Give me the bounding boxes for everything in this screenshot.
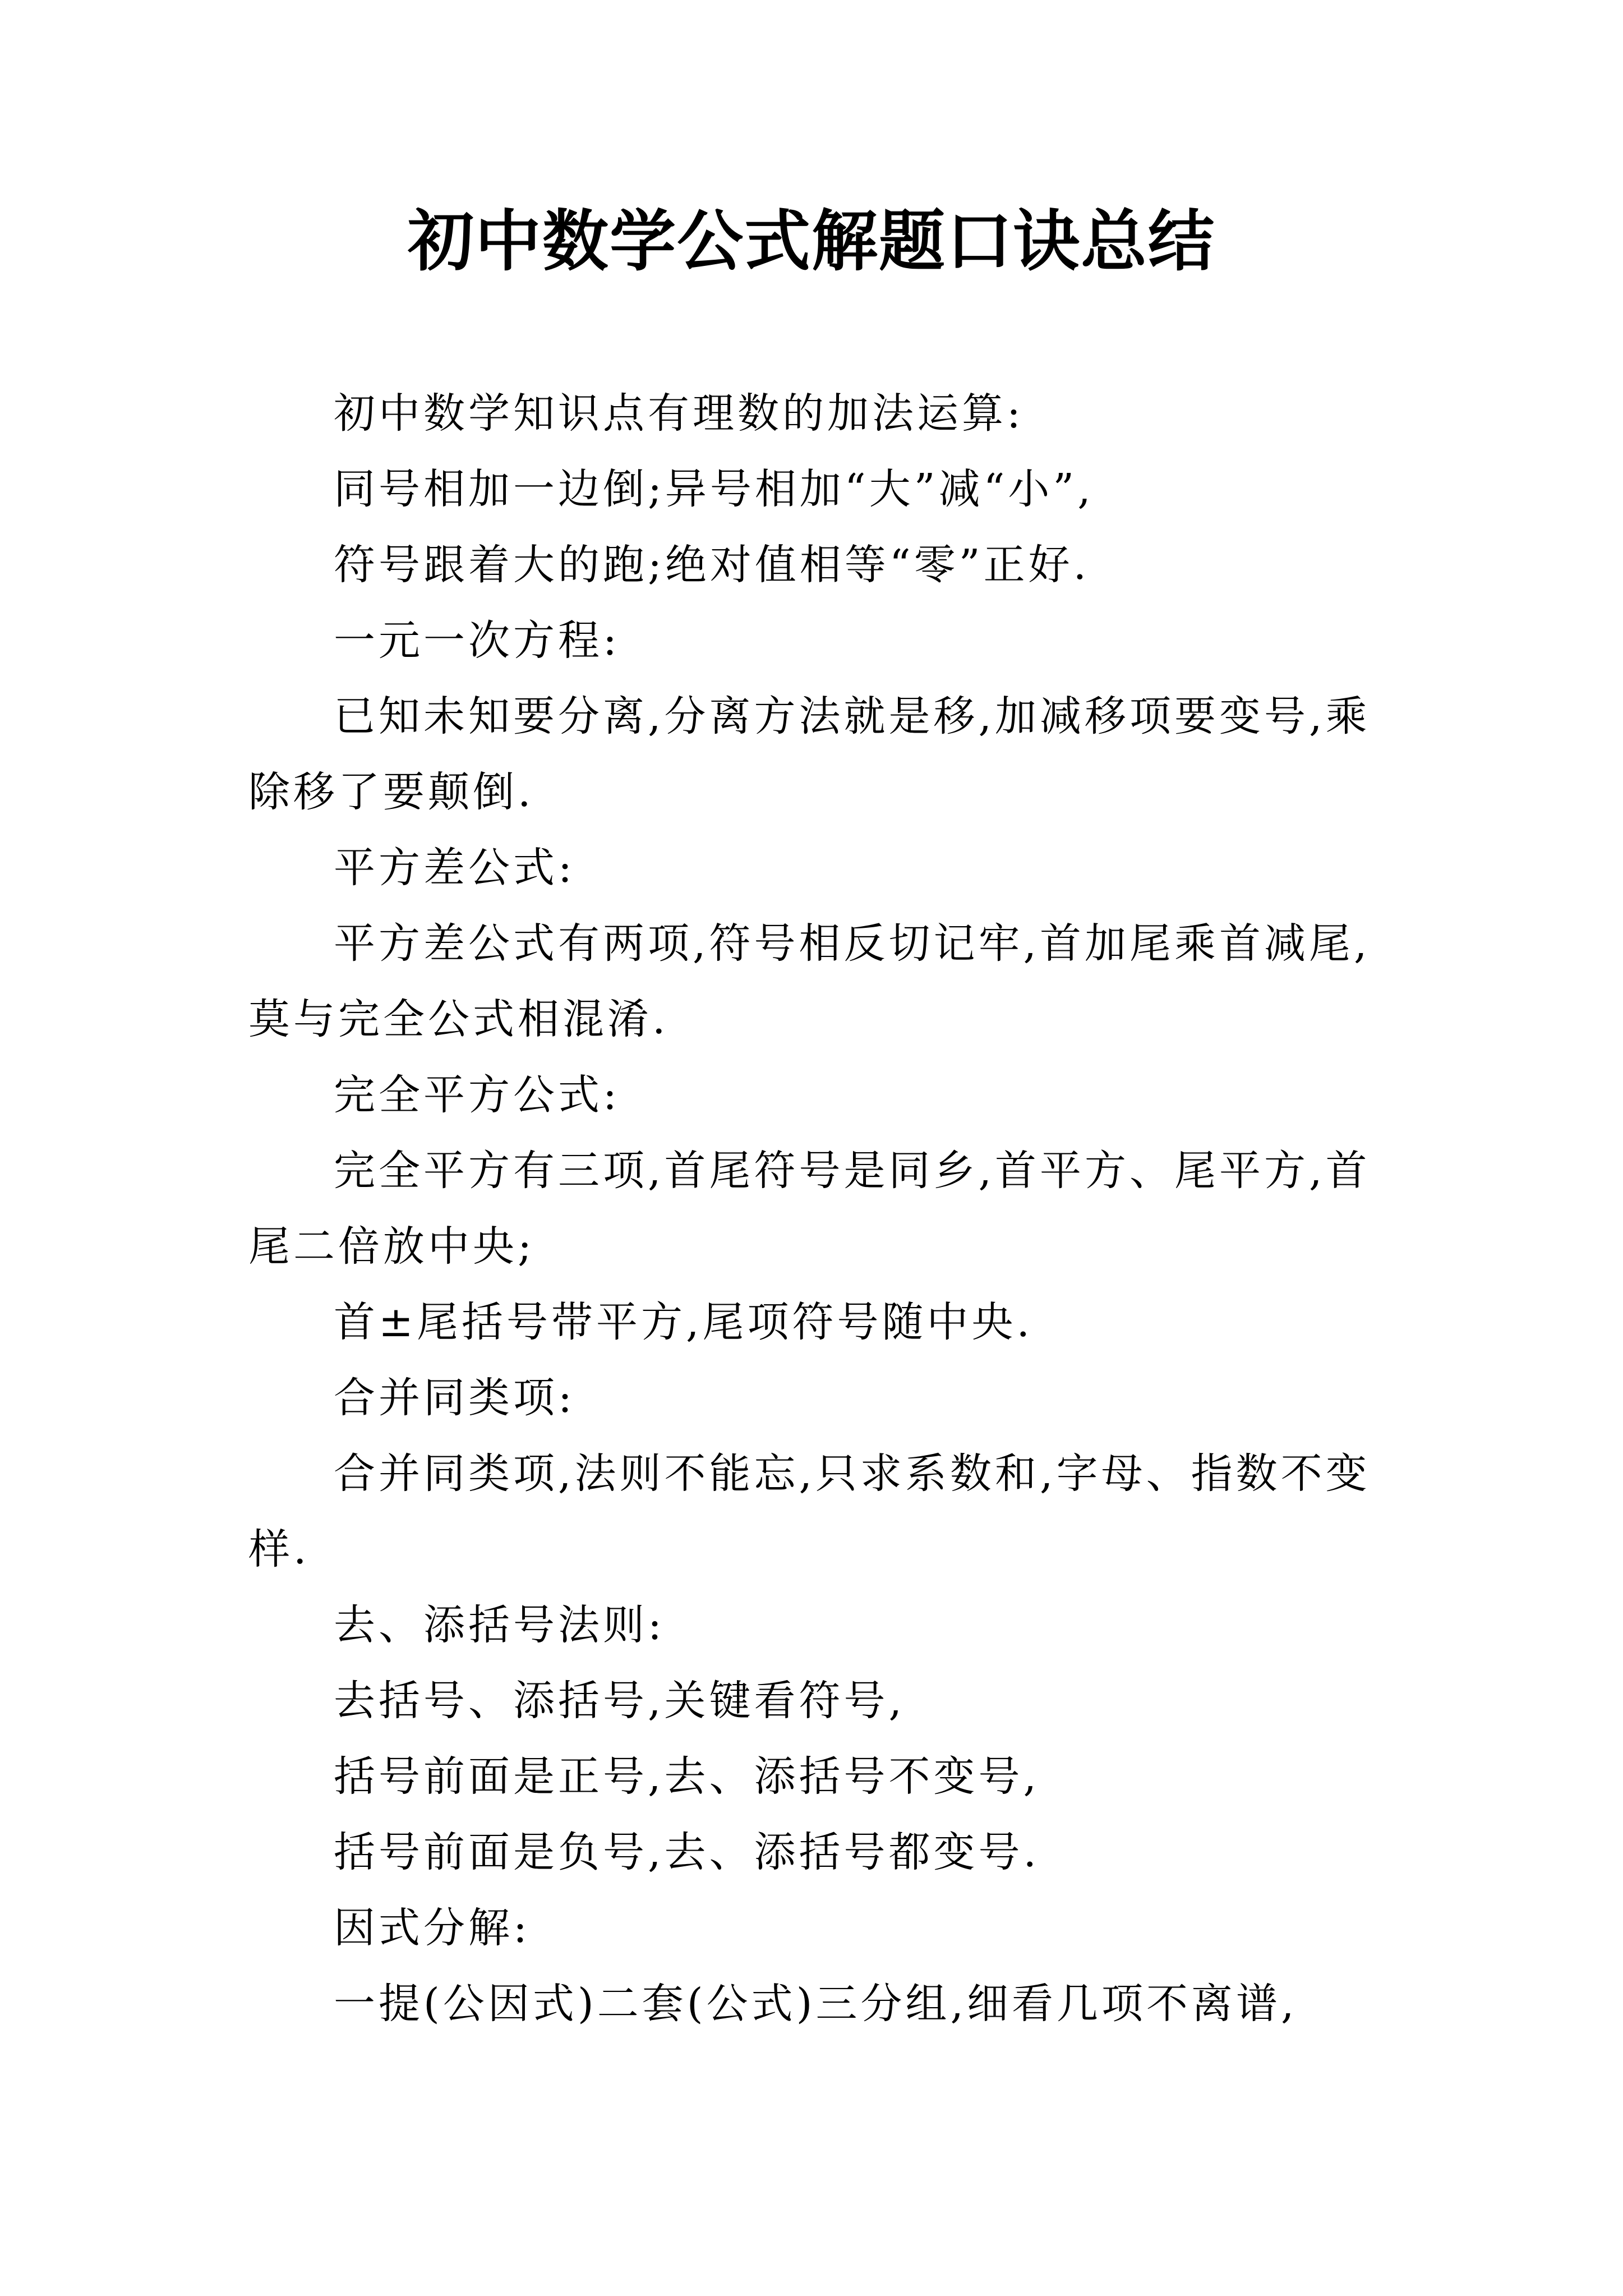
paragraph: 合并同类项,法则不能忘,只求系数和,字母、指数不变样. xyxy=(248,1450,1371,1573)
document-body xyxy=(248,376,1407,2042)
paragraph: 首±尾括号带平方,尾项符号随中央. xyxy=(334,1298,1034,1346)
paragraph: 符号跟着大的跑;绝对值相等“零”正好. xyxy=(334,541,1090,589)
paragraph: 平方差公式有两项,符号相反切记牢,首加尾乘首减尾,莫与完全公式相混淆. xyxy=(248,919,1371,1043)
paragraph: 去括号、添括号,关键看符号, xyxy=(334,1677,906,1725)
paragraph: 去、添括号法则: xyxy=(334,1601,665,1649)
document-title: 初中数学公式解题口诀总结 xyxy=(407,202,1215,280)
paragraph: 同号相加一边倒;异号相加“大”减“小”, xyxy=(334,465,1094,513)
paragraph: 括号前面是正号,去、添括号不变号, xyxy=(334,1752,1040,1801)
paragraph: 因式分解: xyxy=(334,1904,531,1952)
paragraph: 已知未知要分离,分离方法就是移,加减移项要变号,乘除移了要颠倒. xyxy=(248,692,1371,816)
paragraph: 合并同类项: xyxy=(334,1374,575,1422)
paragraph: 初中数学知识点有理数的加法运算: xyxy=(334,389,1024,438)
paragraph: 平方差公式: xyxy=(334,844,575,892)
paragraph: 一元一次方程: xyxy=(334,616,620,665)
paragraph: 完全平方公式: xyxy=(334,1071,620,1119)
paragraph: 括号前面是负号,去、添括号都变号. xyxy=(334,1828,1040,1876)
paragraph: 一提(公因式)二套(公式)三分组,细看几项不离谱, xyxy=(334,1980,1298,2028)
paragraph: 完全平方有三项,首尾符号是同乡,首平方、尾平方,首尾二倍放中央; xyxy=(248,1147,1371,1271)
